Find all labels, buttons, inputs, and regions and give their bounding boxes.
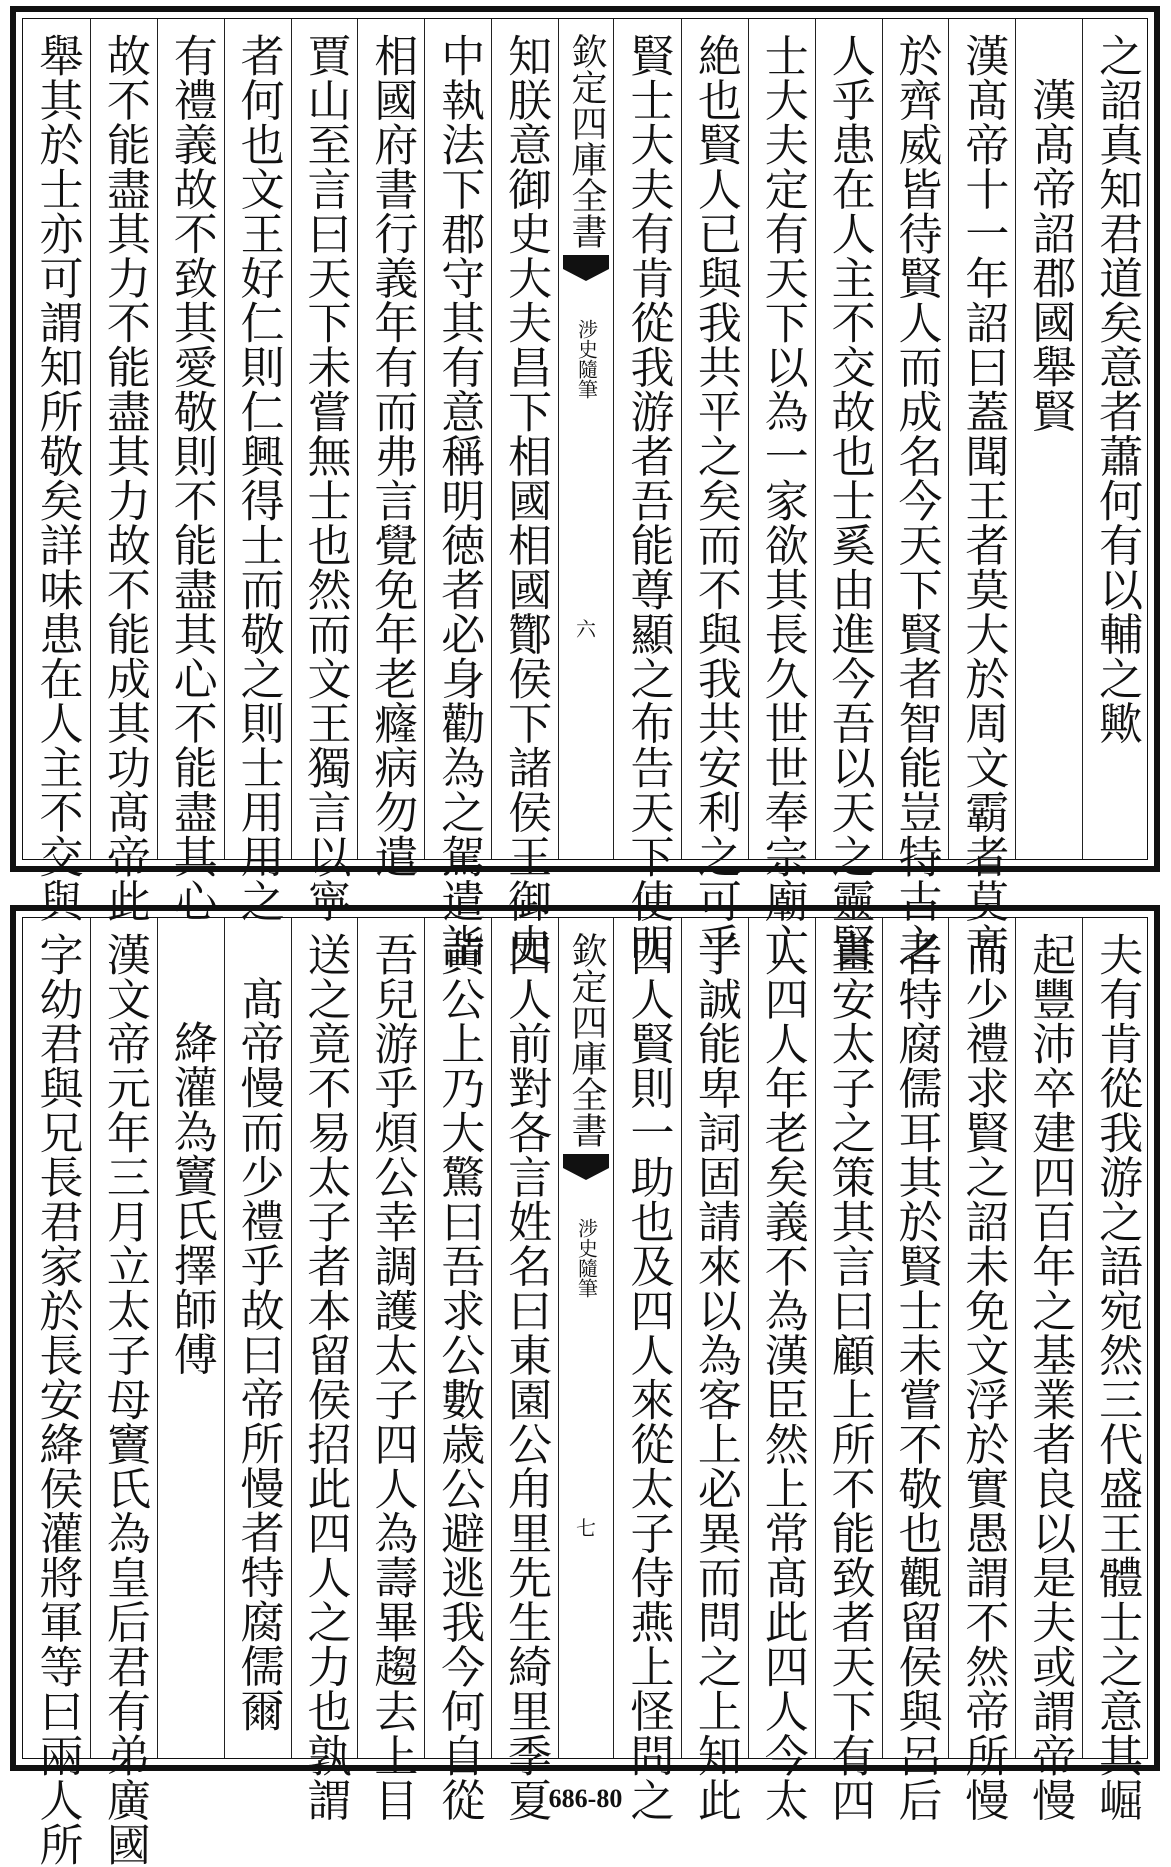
top-page-right-column — [882, 19, 949, 968]
bottom-page-left-column — [224, 918, 291, 1758]
bottom-page-left-column — [23, 918, 90, 1867]
folio-number: 七 — [576, 1516, 596, 1540]
column-text: 於齊威皆待賢人而成名今天下賢者智能豈特古之 — [890, 33, 942, 968]
column-text: 故不能盡其力不能盡其力故不能成其功髙帝此 — [98, 33, 150, 923]
top-page-right-column — [614, 19, 681, 968]
column-text: 黄公上乃大驚曰吾求公數歳公避逃我今何自從 — [433, 932, 485, 1822]
fishtail-mark-icon — [563, 1154, 609, 1184]
column-text: 絶也賢人已與我共平之矣而不與我共安利之可乎 — [689, 33, 741, 968]
top-page-left-column — [491, 19, 558, 968]
book-title: 涉史隨筆 — [574, 1218, 599, 1298]
page-fold-center — [558, 918, 614, 1758]
top-page-right-column — [748, 19, 815, 968]
column-text: 送之竟不易太子者本留侯招此四人之力也孰謂 — [299, 932, 351, 1822]
fishtail-mark-icon — [563, 255, 609, 285]
bottom-page-right-column — [614, 918, 681, 1822]
column-text: 相國府書行義年有而弗言覺免年老癃病勿遣 — [366, 33, 418, 879]
top-page-right-column — [815, 19, 882, 968]
column-text: 子誠能卑詞固請來以為客上必異而問之上知此 — [689, 932, 741, 1822]
top-page-left-column — [157, 19, 224, 923]
bottom-page-left-column — [157, 918, 224, 1758]
column-text: 漢髙帝十一年詔曰蓋聞王者莫大於周文霸者莫髙 — [957, 33, 1009, 968]
column-text: 漢髙帝詔郡國舉賢 — [1024, 77, 1076, 433]
column-text: 四人前對各言姓名曰東園公甪里先生綺里季夏 — [500, 932, 552, 1822]
bottom-page-left-column — [491, 918, 558, 1822]
column-text: 賈山至言曰天下未嘗無士也然而文王獨言以寧 — [299, 33, 351, 923]
column-text: 者特腐儒耳其於賢士未嘗不敬也觀留侯與呂后 — [890, 932, 942, 1822]
top-page-right-column — [1082, 19, 1149, 859]
column-text: 字幼君與兄長君家於長安絳侯灌將軍等曰兩人所 — [31, 932, 83, 1867]
bottom-page-right-column — [1082, 918, 1149, 1822]
folio-number: 六 — [576, 617, 596, 641]
library-title: 欽定四庫全書 — [566, 932, 607, 1148]
top-page-right-column — [1015, 19, 1082, 859]
column-text: 人四人年老矣義不為漢臣然上常髙此四人今太 — [756, 932, 808, 1822]
book-title: 涉史隨筆 — [574, 319, 599, 399]
column-text: 夫有肯從我游之語宛然三代盛王體士之意其崛 — [1091, 932, 1143, 1822]
bottom-page-left-column — [424, 918, 491, 1822]
column-text: 髙帝慢而少禮乎故曰帝所慢者特腐儒爾 — [232, 976, 284, 1733]
library-title: 欽定四庫全書 — [566, 33, 607, 249]
column-text: 人乎患在人主不交故也士奚由進今吾以天之靈賢 — [823, 33, 875, 968]
bottom-page-left-column — [90, 918, 157, 1867]
column-text: 之詔真知君道矣意者蕭何有以輔之歟 — [1091, 33, 1143, 745]
top-page-left-column — [424, 19, 491, 968]
top-page-right-column — [681, 19, 748, 968]
column-text: 而少禮求賢之詔未免文浮於實愚謂不然帝所慢 — [957, 932, 1009, 1822]
page-fold-center — [558, 19, 614, 859]
column-text: 畫安太子之策其言曰顧上所不能致者天下有四 — [823, 932, 875, 1822]
column-text: 舉其於士亦可謂知所敬矣詳味患在人主不交與 — [31, 33, 83, 923]
top-page-frame — [10, 6, 1160, 968]
column-text: 漢文帝元年三月立太子母竇氏為皇后君有弟廣國 — [98, 932, 150, 1867]
bottom-page-right-column — [948, 918, 1015, 1822]
top-page-left-column — [357, 19, 424, 879]
top-page-columns — [23, 19, 1147, 968]
top-page-inner-border — [22, 18, 1148, 968]
top-page-right-column — [948, 19, 1015, 968]
bottom-page-left-column — [291, 918, 358, 1822]
column-text: 中執法下郡守其有意稱明徳者必身勸為之駕遣詣 — [433, 33, 485, 968]
column-text: 者何也文王好仁則仁興得士而敬之則士用用之 — [232, 33, 284, 923]
column-text: 有禮義故不致其愛敬則不能盡其心不能盡其心 — [165, 33, 217, 923]
bottom-page-right-column — [681, 918, 748, 1822]
bottom-page-right-column — [1015, 918, 1082, 1822]
bottom-page-right-column — [815, 918, 882, 1822]
column-text: 絳灌為竇氏擇師傅 — [165, 1020, 217, 1376]
column-text: 起豐沛卒建四百年之基業者良以是夫或謂帝慢 — [1024, 932, 1076, 1822]
column-text: 士大夫定有天下以為一家欲其長久世世奉宗廟亡 — [756, 33, 808, 968]
column-text: 吾兒游乎煩公幸調護太子四人為壽畢趨去上目 — [366, 932, 418, 1822]
top-page-left-column — [23, 19, 90, 923]
top-page-left-column — [90, 19, 157, 923]
bottom-page-right-column — [882, 918, 949, 1822]
column-text: 知朕意御史大夫昌下相國相國酇侯下諸侯王御史 — [500, 33, 552, 968]
top-page-left-column — [291, 19, 358, 923]
top-page-left-column — [224, 19, 291, 923]
column-text: 四人賢則一助也及四人來從太子侍燕上怪問之 — [622, 932, 674, 1822]
page-footer-code: 686-80 — [548, 1784, 623, 1813]
bottom-page-right-column — [748, 918, 815, 1822]
column-text: 賢士大夫有肯從我游者吾能尊顯之布告天下使明 — [622, 33, 674, 968]
bottom-page-left-column — [357, 918, 424, 1822]
